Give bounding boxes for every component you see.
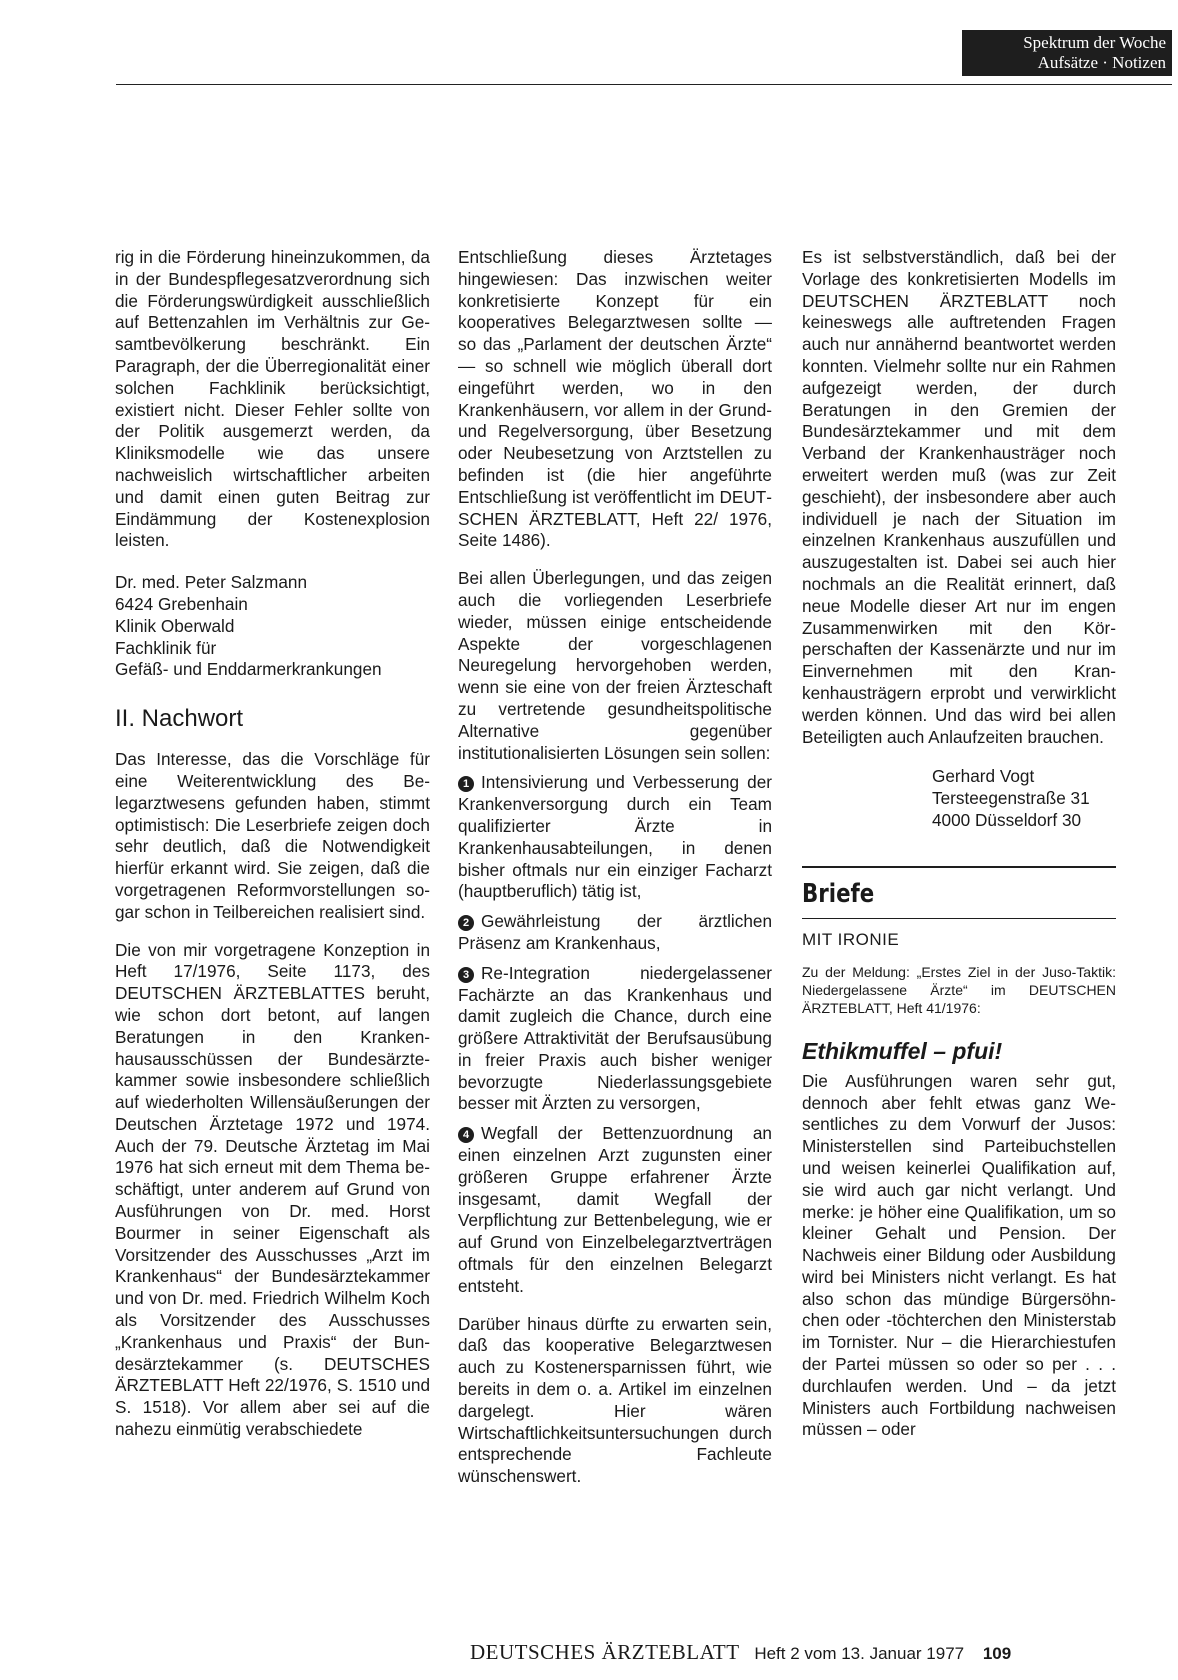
badge-line-2: Aufsätze · Notizen <box>1037 53 1166 72</box>
section-divider-thin <box>802 918 1116 919</box>
col3-paragraph-1: Es ist selbstverständlich, daß bei der Vorlage des konkretisierten Modells im DEUTSCHEN ÄRZTEBLATT noch keineswegs alle auftretenden Fragen auch nur annähernd beantwortet werden konnten. Vielmehr sollte nur ein Rahmen aufgezeigt werden, der durch Beratungen in den Gremien der Bundesärztekammer und mit dem Verband der Krankenhausträger noch erweitert werden muß (was zur Zeit geschieht), der insbesondere aber auch individuell je nach der Situation im einzelnen Krankenhaus auszufüllen und auszugestalten ist. Dabei sei auch hier nochmals an die Realität erinnert, daß neue Modelle dieser Art nur im engen Zusammenwirken mit den Körperschaften der Kassenärzte und nur im Einvernehmen mit den Krankenhausträgern erprobt und verwirklicht werden können. Und das wird bei allen Beteiligten auch Anlaufzeiten brauchen. <box>802 247 1116 747</box>
header-rule <box>116 84 1172 85</box>
letter-signature-vogt <box>802 766 1116 831</box>
list-item-text: Intensivierung und Verbesserung der Krankenversorgung durch ein Team qualifizierter Ärzte in Krankenhausabteilungen, in denen bisher oftmals nur ein einziger Facharzt (hauptberuflich) tätig ist, <box>458 772 772 902</box>
page-number: 109 <box>982 1644 1012 1663</box>
issue-info: Heft 2 vom 13. Januar 1977 <box>754 1644 965 1663</box>
sig-line: Dr. med. Peter Salzmann <box>115 572 308 593</box>
numbered-list-item <box>458 772 772 903</box>
letter-kicker: MIT IRONIE <box>802 929 900 949</box>
sig-line: Gefäß- und Enddarmerkrankungen <box>115 659 382 680</box>
letter-signature-salzmann <box>115 572 430 681</box>
number-4-icon: 4 <box>458 1127 474 1143</box>
sig-line: 4000 Düsseldorf 30 <box>932 809 1082 830</box>
sig-line: Gerhard Vogt <box>932 766 1035 787</box>
list-item-text: Re-Integration niedergelassener Fachärzte an das Krankenhaus und damit zugleich die Chance, durch eine größere Attraktivität der Berufsausübung in freier Praxis auch bisher weniger bevorzugte Niederlassungsgebiete besser mit Ärzten zu versorgen, <box>458 962 772 1114</box>
letter-headline: Ethikmuffel – pfui! <box>802 1037 1003 1064</box>
sig-line: Tersteegenstraße 31 <box>932 788 1090 809</box>
column-1 <box>115 247 430 1441</box>
journal-name: DEUTSCHES ÄRZTEBLATT <box>470 1640 740 1664</box>
section-divider <box>802 866 1116 868</box>
section-title-briefe: Briefe <box>802 878 875 909</box>
number-1-icon: 1 <box>458 776 474 792</box>
col2-paragraph-1: Entschließung dieses Ärztetages hingewiesen: Das inzwischen weiter konkretisierte Konzept für ein kooperatives Belegarztwesen sollte — so das „Parlament der deutschen Ärzte“ — so schnell wie möglich überall dort eingeführt werden, wo in den Krankenhäusern, vor allem in der Grund- und Regelversorgung, über Besetzung oder Neubesetzung von Arztstellen zu befinden ist (die hier angeführte Entschließung ist veröffentlicht im DEUTSCHEN ÄRZTEBLATT, Heft 22/ 1976, Seite 1486). <box>458 247 772 551</box>
section-badge <box>962 30 1172 76</box>
column-3 <box>802 247 1116 1441</box>
number-3-icon: 3 <box>458 967 474 983</box>
section-heading-nachwort: II. Nachwort <box>115 705 244 733</box>
sig-line: 6424 Grebenhain <box>115 593 248 614</box>
numbered-list-item <box>458 963 772 1116</box>
letter-intro: Zu der Meldung: „Erstes Ziel in der Juso-Taktik: Niedergelassene Ärzte“ im DEUTSCHEN ÄRZTEBLATT, Heft 41/1976: <box>802 963 1116 1016</box>
col1-paragraph-1: rig in die Förderung hineinzukommen, da in der Bundespflegesatzverordnung sich die Förderungswürdigkeit ausschließlich auf Bettenzahlen im Verhältnis zur Gesamtbevölkerung beschränkt. Ein Paragraph, der die Überregionalität einer solchen Fachklinik berücksichtigt, existiert nicht. Dieser Fehler sollte von der Politik ausgemerzt werden, da Kliniksmodelle wie das unsere nachweislich wirtschaftlicher arbeiten und damit einen guten Beitrag zur Eindämmung der Kostenexplosion leisten. <box>115 247 430 551</box>
sig-line: Klinik Oberwald <box>115 615 235 636</box>
col3-paragraph-2: Die Ausführungen waren sehr gut, dennoch aber fehlt etwas ganz Wesentliches zu dem Vorwurf der Jusos: Ministerstellen sind Parteibuchstellen und weisen keinerlei Qualifikation auf, sie wird auch gar nicht verlangt. Und merke: je höher eine Qualifikation, um so kleiner Gehalt und Pension. Der Nachweis einer Bildung oder Ausbildung wird bei Ministers nicht verlangt. Es hat also schon das mündige Bürgersöhnchen oder -töchterchen den Ministerstab im Tornister. Nur – die Hierarchiestufen der Partei müssen so oder so per . . . durchlaufen werden. Und – da jetzt Ministers auch Fortbildung nachweisen müssen – oder <box>802 1070 1116 1440</box>
page-footer <box>470 1640 1170 1664</box>
col1-paragraph-3: Die von mir vorgetragene Konzeption in Heft 17/1976, Seite 1173, des DEUTSCHEN ÄRZTEBLATTES beruht, wie schon dort betont, auf langen Beratungen in den Krankenhausausschüssen der Bundesärztekammer sowie insbesondere schließlich auf wiederholten Willensäußerungen der Deutschen Ärztetage 1972 und 1974. Auch der 79. Deutsche Ärztetag im Mai 1976 hat sich erneut mit dem Thema beschäftigt, unter anderem auf Grund von Ausführungen von Dr. med. Horst Bourmer in seiner Eigenschaft als Vorsitzender des Ausschusses „Arzt im Krankenhaus“ der Bundesärztekammer und von Dr. med. Friedrich Wilhelm Koch als Vorsitzender des Ausschusses „Krankenhaus und Praxis“ der Bundesärztekammer (s. DEUTSCHES ÄRZTEBLATT Heft 22/1976, S. 1510 und S. 1518). Vor allem aber sei auf die nahezu einmütig verabschiedete <box>115 939 430 1440</box>
numbered-list-item <box>458 1123 772 1297</box>
column-2 <box>458 247 772 1488</box>
number-2-icon: 2 <box>458 915 474 931</box>
col1-paragraph-2: Das Interesse, das die Vorschläge für eine Weiterentwicklung des Belegarztwesens gefunden haben, stimmt optimistisch: Die Leserbriefe zeigen doch sehr deutlich, daß die Notwendigkeit hierfür erkannt wird. Sie zeigen, daß die vorgetragenen Reformvorstellungen sogar schon in Teilbereichen realisiert sind. <box>115 749 430 922</box>
badge-line-1: Spektrum der Woche <box>1023 33 1166 52</box>
sig-line: Fachklinik für <box>115 637 217 658</box>
list-item-text: Gewährleistung der ärztlichen Präsenz am Krankenhaus, <box>458 911 772 953</box>
col2-paragraph-3: Darüber hinaus dürfte zu erwarten sein, daß das kooperative Belegarztwesen auch zu Kostenersparnissen führt, wie bereits in dem o. a. Artikel im einzelnen dargelegt. Hier wären Wirtschaftlichkeitsuntersuchungen durch entsprechende Fachleute wünschenswert. <box>458 1313 772 1487</box>
col2-paragraph-2: Bei allen Überlegungen, und das zeigen auch die vorliegenden Leserbriefe wieder, müssen einige entscheidende Aspekte der vorgeschlagenen Neuregelung hervorgehoben werden, wenn sie eine von der freien Ärzteschaft zu vertretende gesundheitspolitische Alternative gegenüber institutionalisierten Lösungen sein sollen: <box>458 568 772 763</box>
numbered-list-item <box>458 911 772 955</box>
list-item-text: Wegfall der Bettenzuordnung an einen einzelnen Arzt zugunsten einer größeren Gruppe erfahrener Ärzte insgesamt, damit Wegfall der Verpflichtung zur Bettenbelegung, wie er auf Grund von Einzelbelegarztverträgen oftmals für den einzelnen Belegarzt entsteht. <box>458 1123 772 1296</box>
